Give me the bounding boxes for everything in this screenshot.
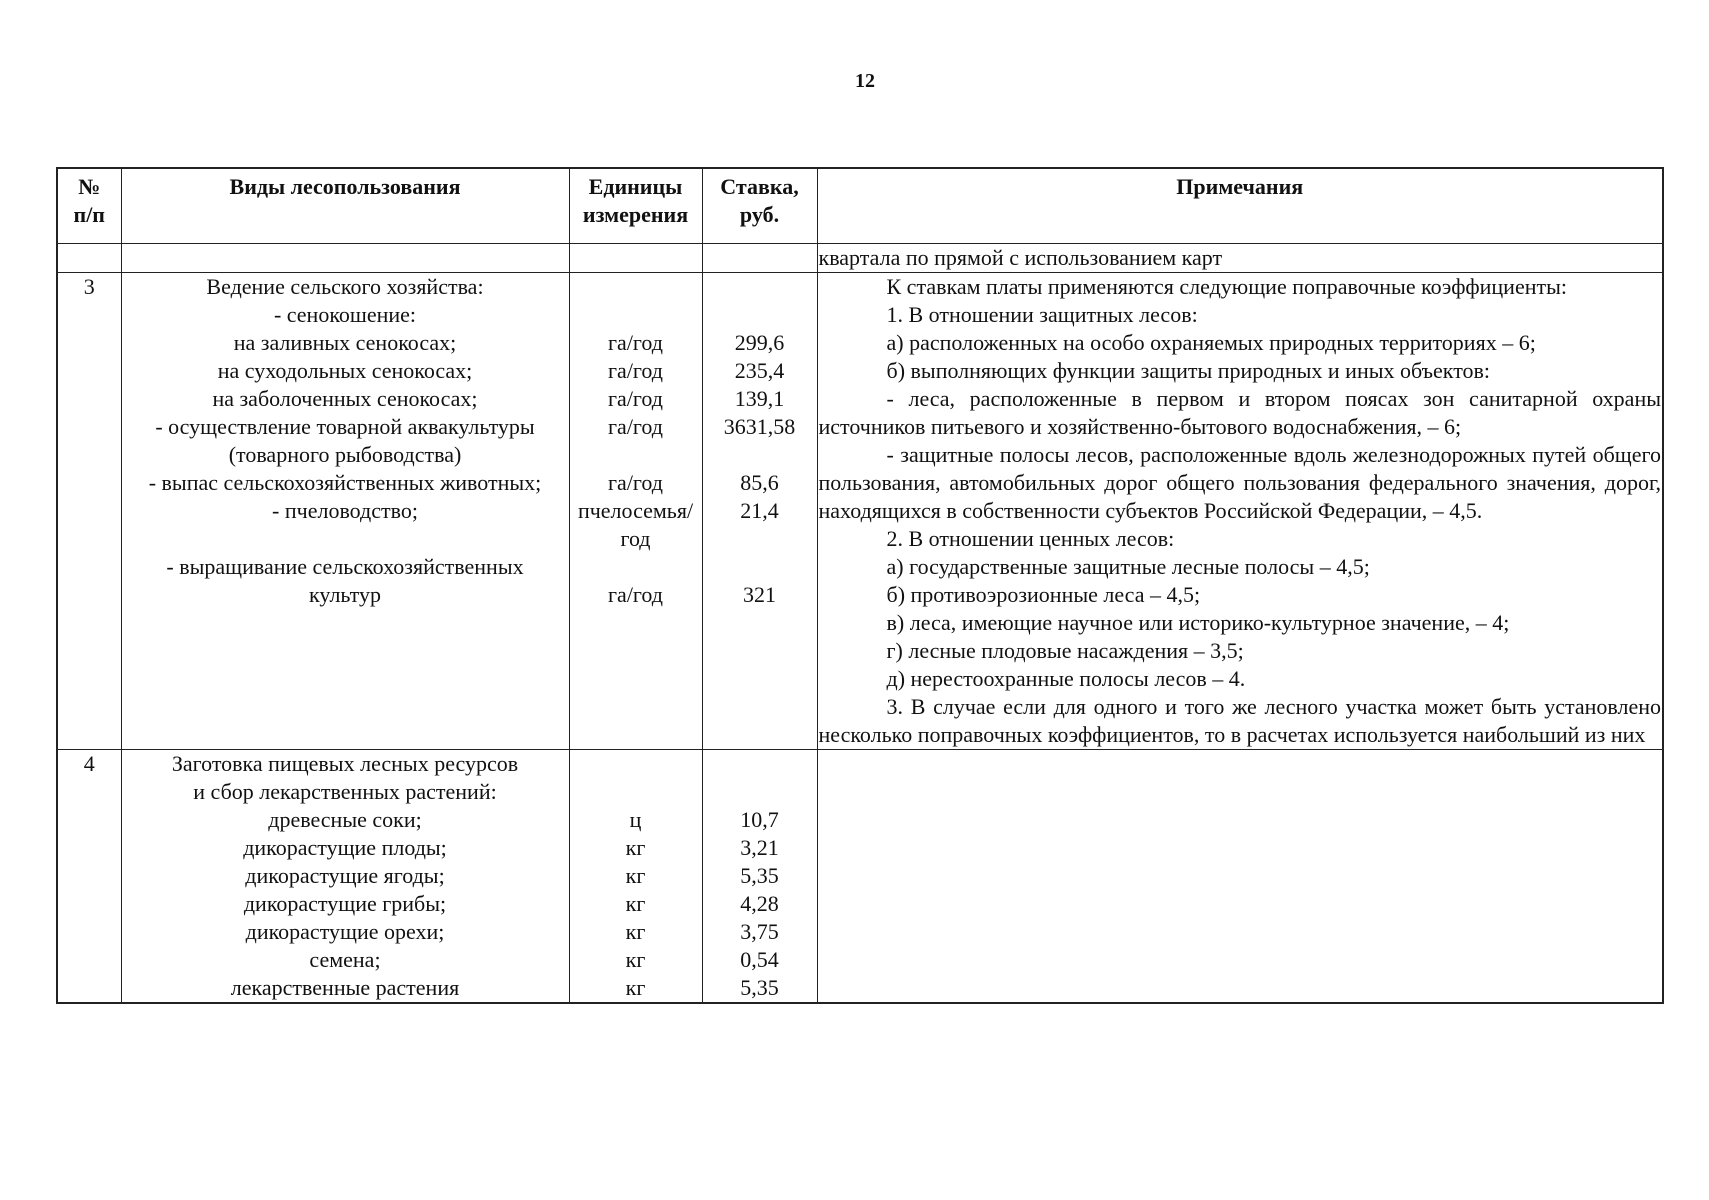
row4-num: 4 [57, 750, 121, 1004]
note-p1a: а) расположенных на особо охраняемых природных территориях – 6; [886, 330, 1536, 355]
row4-units: ц кг кг кг кг кг кг [569, 750, 702, 1004]
note-p1b1: - леса, расположенные в первом и втором поясах зон санитарной охраны источников питьевого и хозяйственно-бытового водоснабжения, – 6; [818, 386, 1661, 439]
forest-use-rates-table [56, 167, 1664, 1004]
row4-kind: Заготовка пищевых лесных ресурсов и сбор лекарственных растений: древесные соки; дикорастущие плоды; дикорастущие ягоды; дикорастущие грибы; дикорастущие орехи; семена; лекарственные растения [121, 750, 569, 1004]
row3-num: 3 [57, 273, 121, 750]
note-p1b: б) выполняющих функции защиты природных и иных объектов: [886, 358, 1491, 383]
header-notes: Примечания [817, 168, 1663, 244]
row3-notes [817, 273, 1663, 750]
note-p3: 3. В случае если для одного и того же лесного участка может быть установлено несколько поправочных коэффициентов, то в расчетах используется наибольший из них [818, 694, 1661, 747]
header-kind: Виды лесопользования [121, 168, 569, 244]
page-number: 12 [855, 70, 875, 92]
row3-units: га/год га/год га/год га/год га/год пчелосемья/ год га/год [569, 273, 702, 750]
header-num: № п/п [57, 168, 121, 244]
header-rate: Ставка, руб. [702, 168, 817, 244]
note-p2b: б) противоэрозионные леса – 4,5; [886, 582, 1201, 607]
continuation-note: квартала по прямой с использованием карт [817, 244, 1663, 273]
note-p1b2: - защитные полосы лесов, расположенные вдоль железнодорожных путей общего пользования, автомобильных дорог общего пользования федерального значения, дорог, находящихся в собственности субъектов Российской Федерации, – 4,5. [818, 442, 1661, 523]
note-intro: К ставкам платы применяются следующие поправочные коэффициенты: [886, 274, 1567, 299]
row3-rates: 299,6 235,4 139,1 3631,58 85,6 21,4 321 [702, 273, 817, 750]
table-row-continuation [57, 244, 1663, 273]
row3-kind: Ведение сельского хозяйства: - сенокошение: на заливных сенокосах; на суходольных сенокосах; на заболоченных сенокосах; - осуществление товарной аквакультуры (товарного рыбоводства) - выпас сельскохозяйственных животных; - пчеловодство; - выращивание сельскохозяйственных культур [121, 273, 569, 750]
row4-notes [817, 750, 1663, 1004]
note-p1: 1. В отношении защитных лесов: [886, 302, 1198, 327]
row4-rates: 10,7 3,21 5,35 4,28 3,75 0,54 5,35 [702, 750, 817, 1004]
note-p2e: д) нерестоохранные полосы лесов – 4. [886, 666, 1246, 691]
table-row-4 [57, 750, 1663, 1004]
note-p2: 2. В отношении ценных лесов: [886, 526, 1175, 551]
table-header-row [57, 168, 1663, 244]
note-p2d: г) лесные плодовые насаждения – 3,5; [886, 638, 1244, 663]
table-row-3 [57, 273, 1663, 750]
note-p2c: в) леса, имеющие научное или историко-культурное значение, – 4; [886, 610, 1510, 635]
header-unit: Единицы измерения [569, 168, 702, 244]
note-p2a: а) государственные защитные лесные полосы – 4,5; [886, 554, 1370, 579]
